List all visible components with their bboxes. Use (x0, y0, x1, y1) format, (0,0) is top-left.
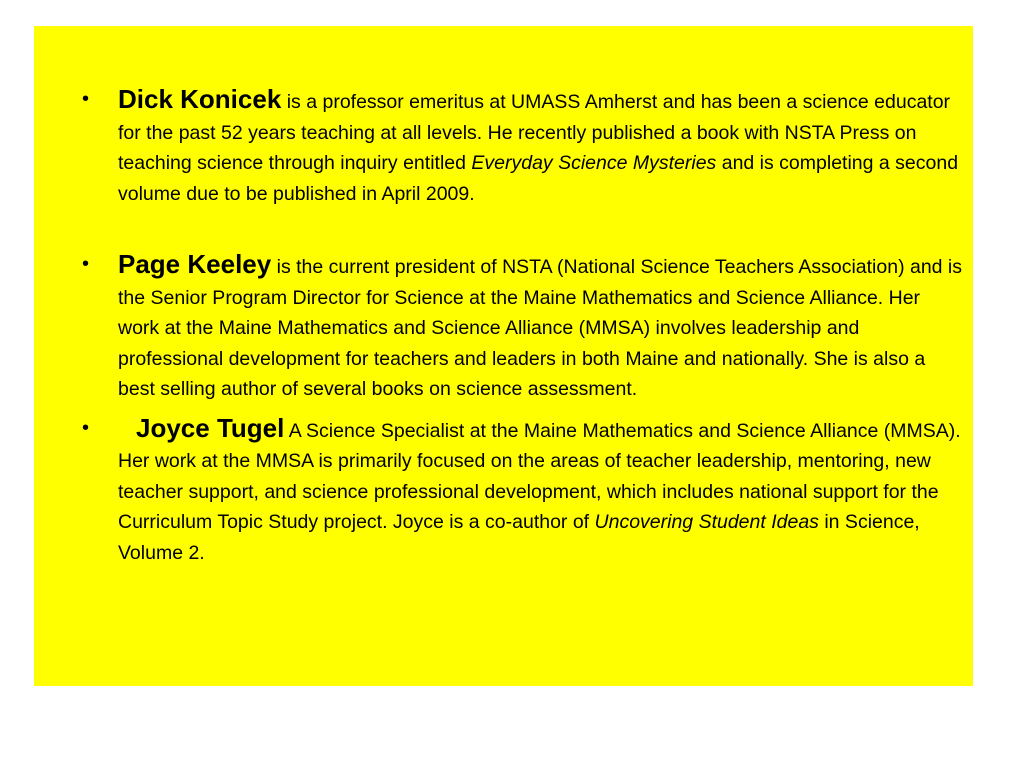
bullet-icon: • (82, 416, 90, 439)
bio-name: Joyce Tugel (136, 412, 285, 443)
bio-text: is a professor emeritus at UMASS Amherst and has been a science educator for the past 52 years teaching at all levels. He recently published a book with NSTA Press on teaching science through inquiry entitled (118, 91, 951, 174)
bio-list (82, 84, 962, 568)
bio-text-end: in Science, Volume 2. (118, 511, 920, 564)
bullet-icon: • (82, 88, 90, 110)
bio-name: Dick Konicek (118, 84, 282, 114)
bio-item-joyce-tugel (82, 413, 962, 569)
bio-text: is the current president of NSTA (National Science Teachers Association) and is the Senior Program Director for Science at the Maine Mathematics and Science Alliance. Her work at the Maine Mathematics and Science Alliance (MMSA) involves leadership and professional development for teachers and leaders in both Maine and nationally. She is also a best selling author of several books on science assessment. (118, 256, 963, 400)
bullet-icon: • (82, 253, 90, 275)
bio-text: A Science Specialist at the Maine Mathematics and Science Alliance (MMSA). Her work at the MMSA is primarily focused on the areas of teacher leadership, mentoring, new teacher support, and science professional development, which includes national support for the Curriculum Topic Study project. Joyce is a co-author of (118, 419, 961, 533)
bio-item-page-keeley (82, 249, 962, 405)
bio-text-end: and is completing a second volume due to be published in April 2009. (118, 152, 959, 205)
bio-item-dick-konicek (82, 84, 962, 209)
book-title: Uncovering Student Ideas (594, 511, 819, 533)
bio-name: Page Keeley (118, 249, 272, 279)
slide-panel (34, 26, 973, 686)
book-title: Everyday Science Mysteries (471, 152, 717, 174)
